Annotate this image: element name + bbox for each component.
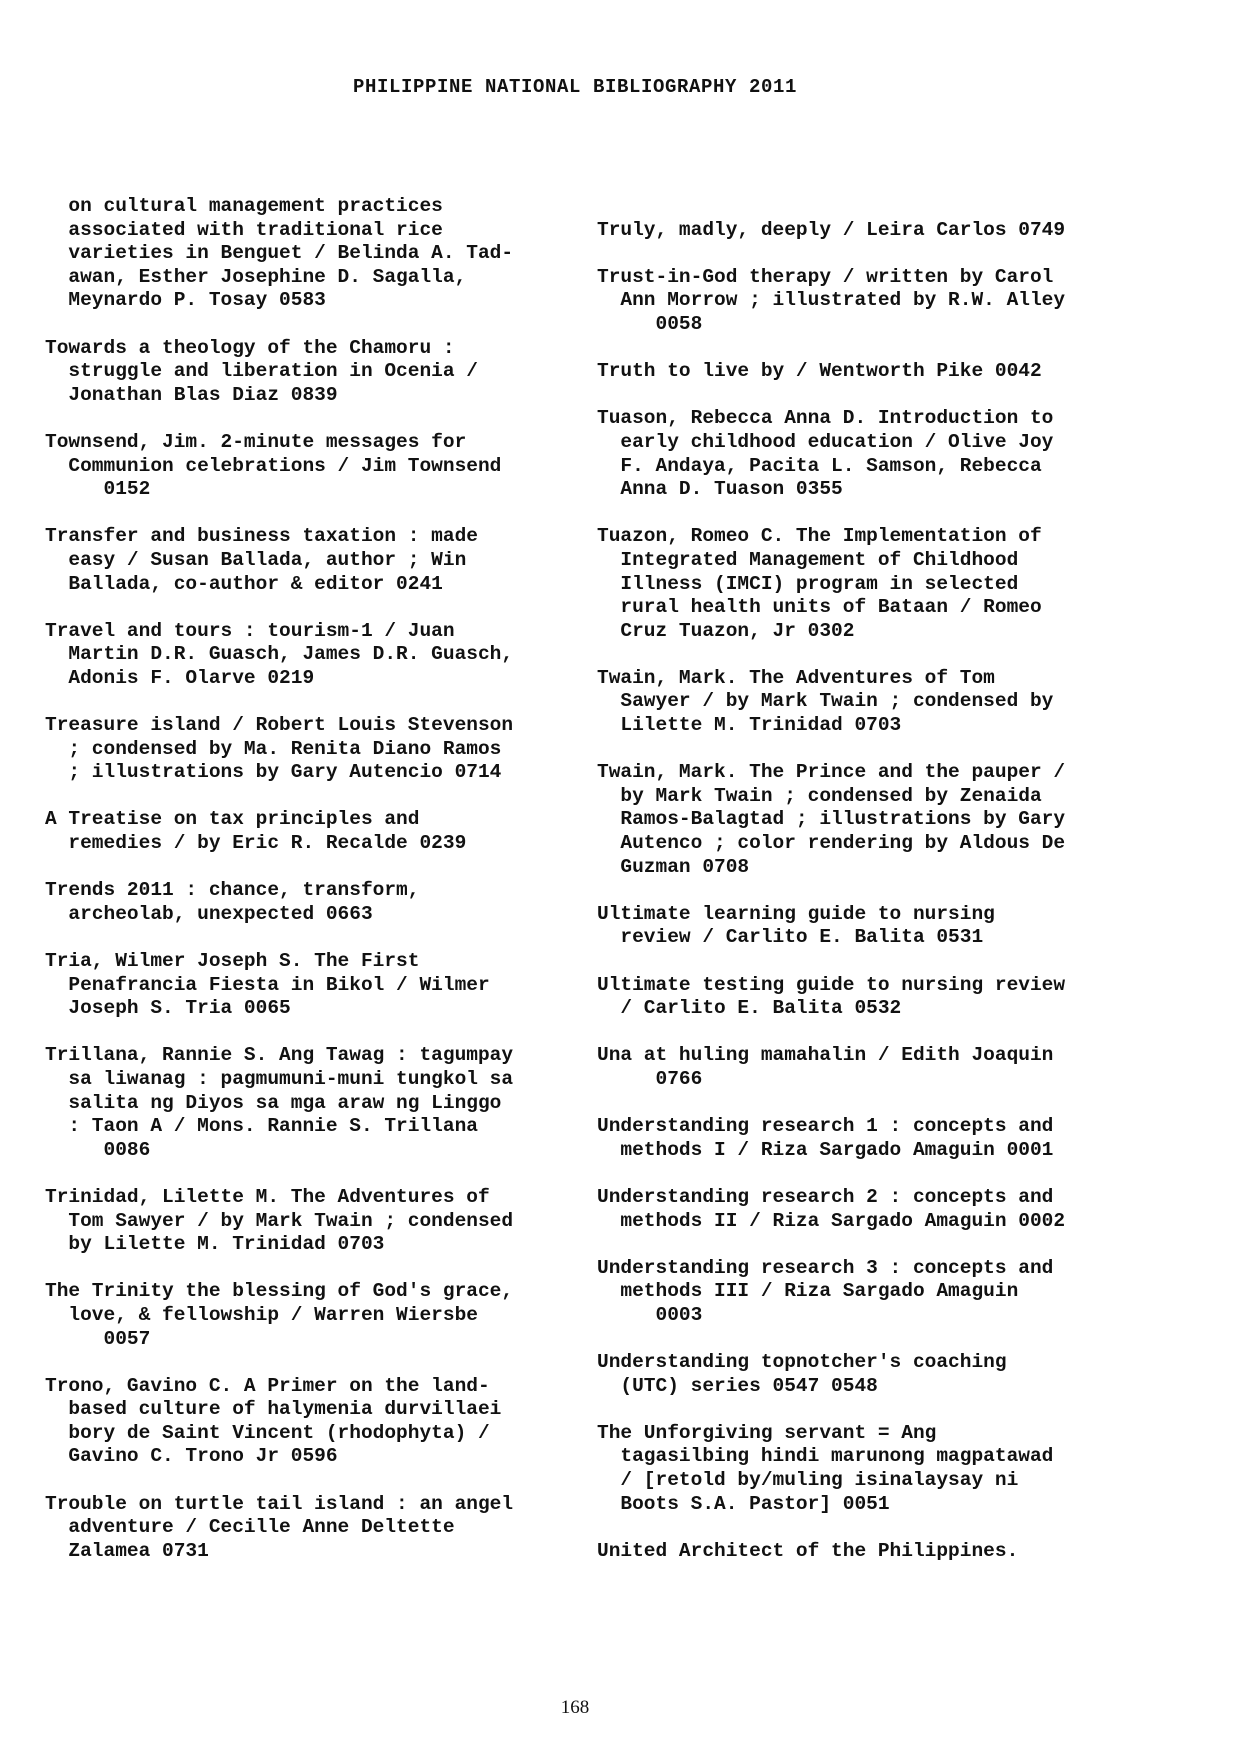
entry-line: associated with traditional rice bbox=[45, 218, 443, 241]
entry-line: by Lilette M. Trinidad 0703 bbox=[45, 1233, 385, 1256]
entry-line: Twain, Mark. The Prince and the pauper / bbox=[597, 761, 1066, 784]
entry-line: : Taon A / Mons. Rannie S. Trillana bbox=[45, 1115, 478, 1138]
entry-line: methods I / Riza Sargado Amaguin 0001 bbox=[597, 1138, 1054, 1161]
entry-line: love, & fellowship / Warren Wiersbe bbox=[45, 1303, 478, 1326]
entry-line: Trust-in-God therapy / written by Carol bbox=[597, 265, 1054, 288]
bibliography-entry bbox=[45, 337, 565, 408]
entry-line: 0058 bbox=[597, 312, 703, 335]
entry-line: Illness (IMCI) program in selected bbox=[597, 572, 1019, 595]
entry-line: 0057 bbox=[45, 1327, 151, 1350]
entry-line: salita ng Diyos sa mga araw ng Linggo bbox=[45, 1091, 502, 1114]
right-column bbox=[597, 195, 1157, 1587]
bibliography-entry bbox=[45, 879, 565, 926]
entry-line: Trillana, Rannie S. Ang Tawag : tagumpay bbox=[45, 1044, 514, 1067]
entry-line: F. Andaya, Pacita L. Samson, Rebecca bbox=[597, 454, 1042, 477]
entry-line: United Architect of the Philippines. bbox=[597, 1539, 1019, 1562]
entry-line: Understanding research 3 : concepts and bbox=[597, 1256, 1054, 1279]
entry-line: Ultimate learning guide to nursing bbox=[597, 902, 995, 925]
bibliography-entry bbox=[45, 1186, 565, 1257]
bibliography-entry bbox=[45, 195, 565, 313]
entry-line: Ballada, co-author & editor 0241 bbox=[45, 572, 443, 595]
entry-line: Martin D.R. Guasch, James D.R. Guasch, bbox=[45, 643, 514, 666]
bibliography-entry bbox=[597, 974, 1157, 1021]
entry-line: A Treatise on tax principles and bbox=[45, 808, 420, 831]
bibliography-entry bbox=[597, 407, 1157, 501]
entry-line: Integrated Management of Childhood bbox=[597, 548, 1019, 571]
entry-line: Tom Sawyer / by Mark Twain ; condensed bbox=[45, 1209, 514, 1232]
entry-line: Townsend, Jim. 2-minute messages for bbox=[45, 430, 467, 453]
entry-line: tagasilbing hindi marunong magpatawad bbox=[597, 1445, 1054, 1468]
bibliography-entry bbox=[45, 525, 565, 596]
entry-line: sa liwanag : pagmumuni-muni tungkol sa bbox=[45, 1067, 514, 1090]
entry-line: Cruz Tuazon, Jr 0302 bbox=[597, 619, 855, 642]
page-number: 168 bbox=[560, 1697, 590, 1718]
entry-line: Tuazon, Romeo C. The Implementation of bbox=[597, 525, 1042, 548]
bibliography-entry bbox=[45, 950, 565, 1021]
entry-line: Truth to live by / Wentworth Pike 0042 bbox=[597, 360, 1042, 383]
entry-line: awan, Esther Josephine D. Sagalla, bbox=[45, 265, 467, 288]
entry-line: Truly, madly, deeply / Leira Carlos 0749 bbox=[597, 218, 1066, 241]
entry-line: 0086 bbox=[45, 1138, 151, 1161]
entry-line: The Trinity the blessing of God's grace, bbox=[45, 1280, 514, 1303]
entry-line: bory de Saint Vincent (rhodophyta) / bbox=[45, 1421, 490, 1444]
entry-line: Guzman 0708 bbox=[597, 855, 750, 878]
entry-line: Tria, Wilmer Joseph S. The First bbox=[45, 950, 420, 972]
bibliography-entry bbox=[45, 1280, 565, 1351]
bibliography-entry bbox=[597, 1044, 1157, 1091]
bibliography-entry bbox=[597, 1422, 1157, 1516]
entry-line: based culture of halymenia durvillaei bbox=[45, 1398, 502, 1421]
entry-line: / [retold by/muling isinalaysay ni bbox=[597, 1469, 1019, 1492]
entry-line: early childhood education / Olive Joy bbox=[597, 430, 1054, 453]
entry-line: 0003 bbox=[597, 1303, 703, 1326]
entry-line: Jonathan Blas Diaz 0839 bbox=[45, 383, 338, 406]
bibliography-entry bbox=[45, 1493, 565, 1564]
bibliography-entry bbox=[597, 761, 1157, 879]
entry-line: Tuason, Rebecca Anna D. Introduction to bbox=[597, 407, 1054, 430]
entry-line: (UTC) series 0547 0548 bbox=[597, 1374, 878, 1397]
entry-line: Zalamea 0731 bbox=[45, 1539, 209, 1562]
entry-line: methods II / Riza Sargado Amaguin 0002 bbox=[597, 1209, 1066, 1232]
bibliography-entry bbox=[45, 620, 565, 691]
entry-line: adventure / Cecille Anne Deltette bbox=[45, 1516, 455, 1539]
bibliography-entry bbox=[597, 219, 1157, 243]
entry-line: by Mark Twain ; condensed by Zenaida bbox=[597, 784, 1042, 807]
entry-line: Gavino C. Trono Jr 0596 bbox=[45, 1445, 338, 1468]
entry-line: methods III / Riza Sargado Amaguin bbox=[597, 1280, 1019, 1303]
entry-line: Boots S.A. Pastor] 0051 bbox=[597, 1492, 890, 1515]
entry-line: Trono, Gavino C. A Primer on the land- bbox=[45, 1374, 490, 1397]
entry-line: Understanding research 2 : concepts and bbox=[597, 1185, 1054, 1208]
bibliography-entry bbox=[45, 1375, 565, 1469]
bibliography-entry bbox=[597, 1540, 1157, 1564]
entry-line: / Carlito E. Balita 0532 bbox=[597, 997, 902, 1020]
entry-line: Meynardo P. Tosay 0583 bbox=[45, 289, 326, 312]
entry-line: ; condensed by Ma. Renita Diano Ramos bbox=[45, 737, 502, 760]
bibliography-entry bbox=[597, 1186, 1157, 1233]
entry-line: Understanding topnotcher's coaching bbox=[597, 1351, 1007, 1374]
bibliography-entry bbox=[597, 667, 1157, 738]
entry-line: Treasure island / Robert Louis Stevenson bbox=[45, 714, 514, 737]
entry-line: Lilette M. Trinidad 0703 bbox=[597, 714, 902, 737]
bibliography-entry bbox=[597, 1115, 1157, 1162]
entry-line: Trends 2011 : chance, transform, bbox=[45, 879, 420, 902]
entry-line: Transfer and business taxation : made bbox=[45, 525, 478, 548]
entry-line: Trouble on turtle tail island : an angel bbox=[45, 1492, 514, 1515]
entry-line: Anna D. Tuason 0355 bbox=[597, 478, 843, 501]
entry-line: review / Carlito E. Balita 0531 bbox=[597, 926, 984, 949]
entry-line: Joseph S. Tria 0065 bbox=[45, 997, 291, 1020]
bibliography-entry bbox=[597, 903, 1157, 950]
page-header: PHILIPPINE NATIONAL BIBLIOGRAPHY 2011 bbox=[352, 76, 798, 98]
entry-line: Autenco ; color rendering by Aldous De bbox=[597, 832, 1066, 855]
bibliography-entry bbox=[597, 360, 1157, 384]
entry-line: on cultural management practices bbox=[45, 195, 443, 217]
entry-line: Sawyer / by Mark Twain ; condensed by bbox=[597, 690, 1054, 713]
bibliography-entry bbox=[597, 1351, 1157, 1398]
bibliography-entry bbox=[45, 1044, 565, 1162]
bibliography-entry bbox=[597, 1257, 1157, 1328]
entry-line: Adonis F. Olarve 0219 bbox=[45, 666, 315, 689]
entry-line: 0766 bbox=[597, 1067, 703, 1090]
entry-line: archeolab, unexpected 0663 bbox=[45, 902, 373, 925]
entry-line: 0152 bbox=[45, 478, 151, 501]
entry-line: Understanding research 1 : concepts and bbox=[597, 1115, 1054, 1138]
entry-line: Twain, Mark. The Adventures of Tom bbox=[597, 666, 995, 689]
bibliography-entry bbox=[597, 525, 1157, 643]
entry-line: Ann Morrow ; illustrated by R.W. Alley bbox=[597, 289, 1066, 312]
entry-line bbox=[597, 195, 1157, 219]
entry-line: remedies / by Eric R. Recalde 0239 bbox=[45, 832, 467, 855]
entry-line: Penafrancia Fiesta in Bikol / Wilmer bbox=[45, 973, 490, 996]
entry-line: struggle and liberation in Ocenia / bbox=[45, 360, 478, 383]
bibliography-entry bbox=[597, 266, 1157, 337]
entry-line: easy / Susan Ballada, author ; Win bbox=[45, 548, 467, 571]
bibliography-entry bbox=[45, 808, 565, 855]
entry-line: Communion celebrations / Jim Townsend bbox=[45, 454, 502, 477]
entry-line: Towards a theology of the Chamoru : bbox=[45, 336, 455, 359]
entry-line: Trinidad, Lilette M. The Adventures of bbox=[45, 1185, 490, 1208]
entry-line: ; illustrations by Gary Autencio 0714 bbox=[45, 761, 502, 784]
bibliography-entry bbox=[45, 431, 565, 502]
entry-line: Ramos-Balagtad ; illustrations by Gary bbox=[597, 808, 1066, 831]
bibliography-entry bbox=[45, 714, 565, 785]
entry-line: The Unforgiving servant = Ang bbox=[597, 1421, 937, 1444]
left-column bbox=[45, 195, 565, 1587]
entry-line: Travel and tours : tourism-1 / Juan bbox=[45, 619, 455, 642]
bibliography-entry bbox=[597, 195, 1157, 219]
entry-line: Una at huling mamahalin / Edith Joaquin bbox=[597, 1044, 1054, 1067]
entry-line: Ultimate testing guide to nursing review bbox=[597, 973, 1066, 996]
entry-line: varieties in Benguet / Belinda A. Tad- bbox=[45, 242, 514, 265]
entry-line: rural health units of Bataan / Romeo bbox=[597, 596, 1042, 619]
